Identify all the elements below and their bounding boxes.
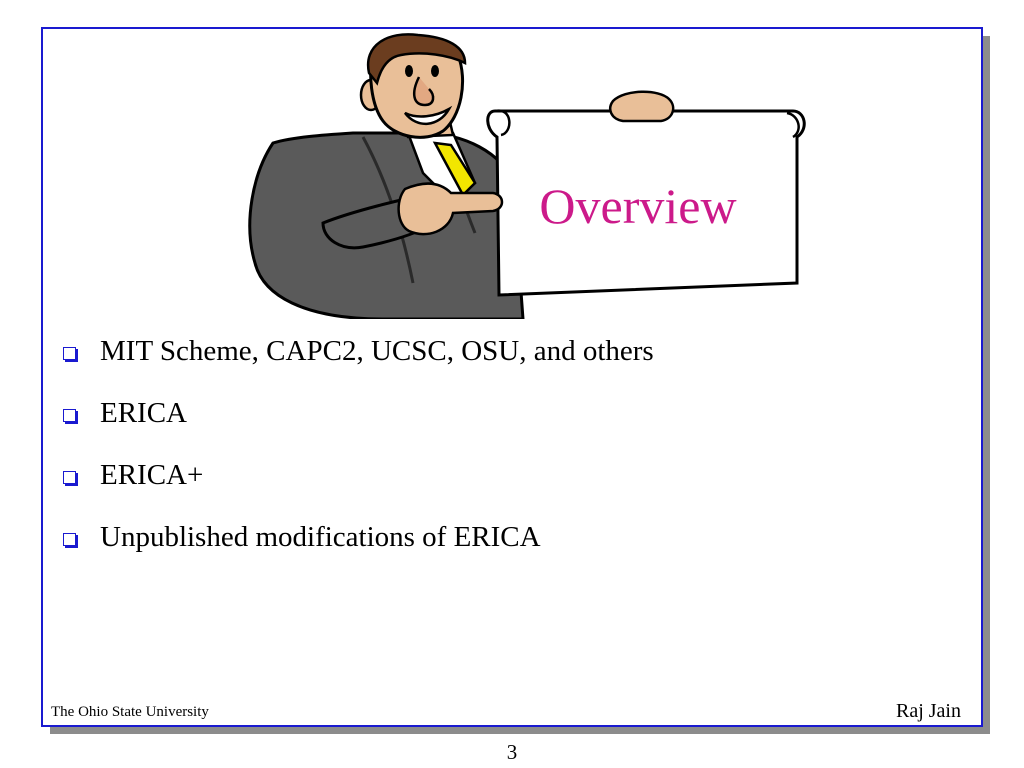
slide-frame (41, 27, 983, 727)
bullet-text: ERICA+ (100, 459, 204, 491)
businessman-scroll-clipart (213, 33, 813, 319)
page-number: 3 (506, 740, 518, 764)
square-bullet-icon (63, 471, 76, 484)
slide-title: Overview (539, 178, 737, 234)
bullet-text: ERICA (100, 397, 187, 429)
bullet-text: Unpublished modifications of ERICA (100, 521, 541, 553)
footer-institution: The Ohio State University (51, 704, 209, 720)
list-item (63, 393, 654, 455)
list-item (63, 455, 654, 517)
square-bullet-icon (63, 533, 76, 546)
square-bullet-icon (63, 347, 76, 360)
footer-author: Raj Jain (896, 700, 961, 722)
bullet-text: MIT Scheme, CAPC2, UCSC, OSU, and others (100, 335, 654, 367)
list-item (63, 517, 654, 579)
bullet-list (63, 331, 654, 579)
square-bullet-icon (63, 409, 76, 422)
list-item (63, 331, 654, 393)
